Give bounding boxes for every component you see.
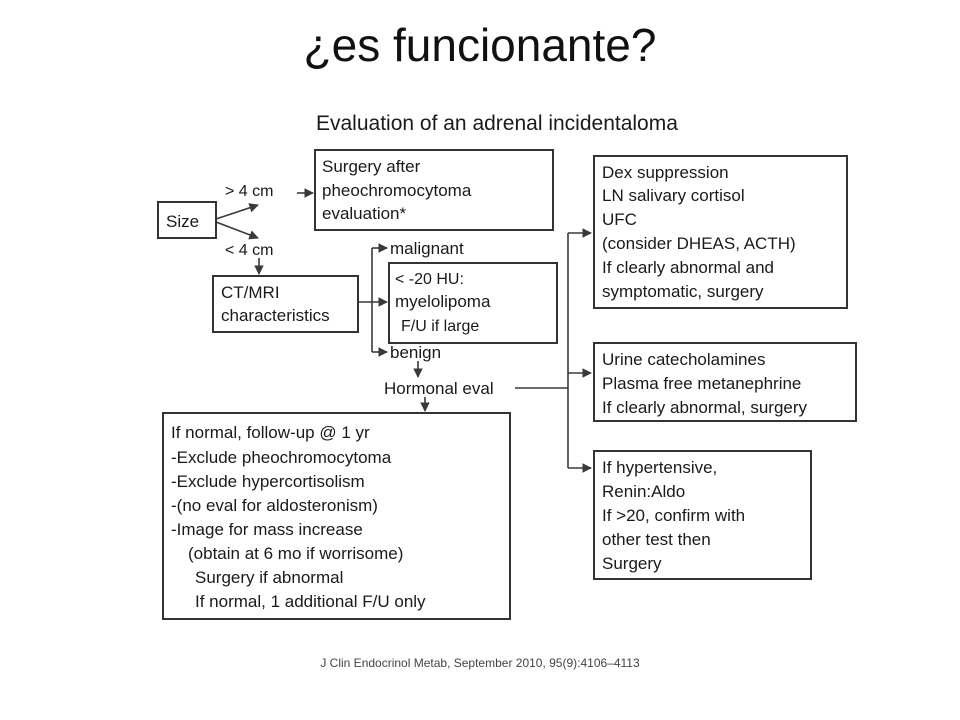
urine-line: Plasma free metanephrine [602, 374, 802, 393]
renin-line: Renin:Aldo [602, 482, 686, 501]
size-box-label: Size [166, 212, 200, 231]
dex-line: symptomatic, surgery [602, 282, 764, 301]
followup-line: -(no eval for aldosteronism) [171, 496, 378, 515]
hormonal-eval-label: Hormonal eval [384, 379, 494, 398]
renin-line: If >20, confirm with [602, 506, 746, 525]
malignant-label: malignant [390, 239, 464, 258]
urine-line: Urine catecholamines [602, 350, 766, 369]
hu-box-line: F/U if large [401, 318, 480, 335]
followup-box [163, 413, 510, 619]
dex-line: LN salivary cortisol [602, 186, 745, 205]
ct-mri-line: characteristics [221, 306, 330, 325]
hu-box-line: < -20 HU: [395, 271, 464, 288]
citation: J Clin Endocrinol Metab, September 2010, 95(9):4106–4113 [320, 656, 640, 670]
followup-line: Surgery if abnormal [195, 568, 344, 587]
urine-line: If clearly abnormal, surgery [602, 398, 808, 417]
dex-line: If clearly abnormal and [602, 258, 774, 277]
renin-line: If hypertensive, [602, 458, 718, 477]
benign-label: benign [390, 343, 442, 362]
surgery-box-line: pheochromocytoma [322, 181, 472, 200]
followup-line: If normal, follow-up @ 1 yr [171, 423, 370, 442]
branch-lt4-label: < 4 cm [225, 242, 274, 259]
followup-line: -Image for mass increase [171, 520, 363, 539]
diagram-title: Evaluation of an adrenal incidentaloma [316, 112, 678, 135]
hu-box-line: myelolipoma [395, 292, 491, 311]
branch-gt4-label: > 4 cm [225, 183, 274, 200]
followup-line: If normal, 1 additional F/U only [195, 592, 426, 611]
dex-line: Dex suppression [602, 163, 729, 182]
followup-line: -Exclude hypercortisolism [171, 472, 365, 491]
arrow-size-to-gt4 [216, 205, 258, 219]
surgery-box-line: evaluation* [322, 204, 407, 223]
followup-line: -Exclude pheochromocytoma [171, 448, 392, 467]
renin-line: other test then [602, 530, 711, 549]
followup-line: (obtain at 6 mo if worrisome) [188, 544, 404, 563]
arrow-size-to-lt4 [216, 222, 258, 238]
slide-title: ¿es funcionante? [303, 19, 657, 71]
ct-mri-line: CT/MRI [221, 283, 280, 302]
dex-line: UFC [602, 210, 637, 229]
dex-line: (consider DHEAS, ACTH) [602, 234, 796, 253]
surgery-box-line: Surgery after [322, 157, 421, 176]
renin-line: Surgery [602, 554, 662, 573]
